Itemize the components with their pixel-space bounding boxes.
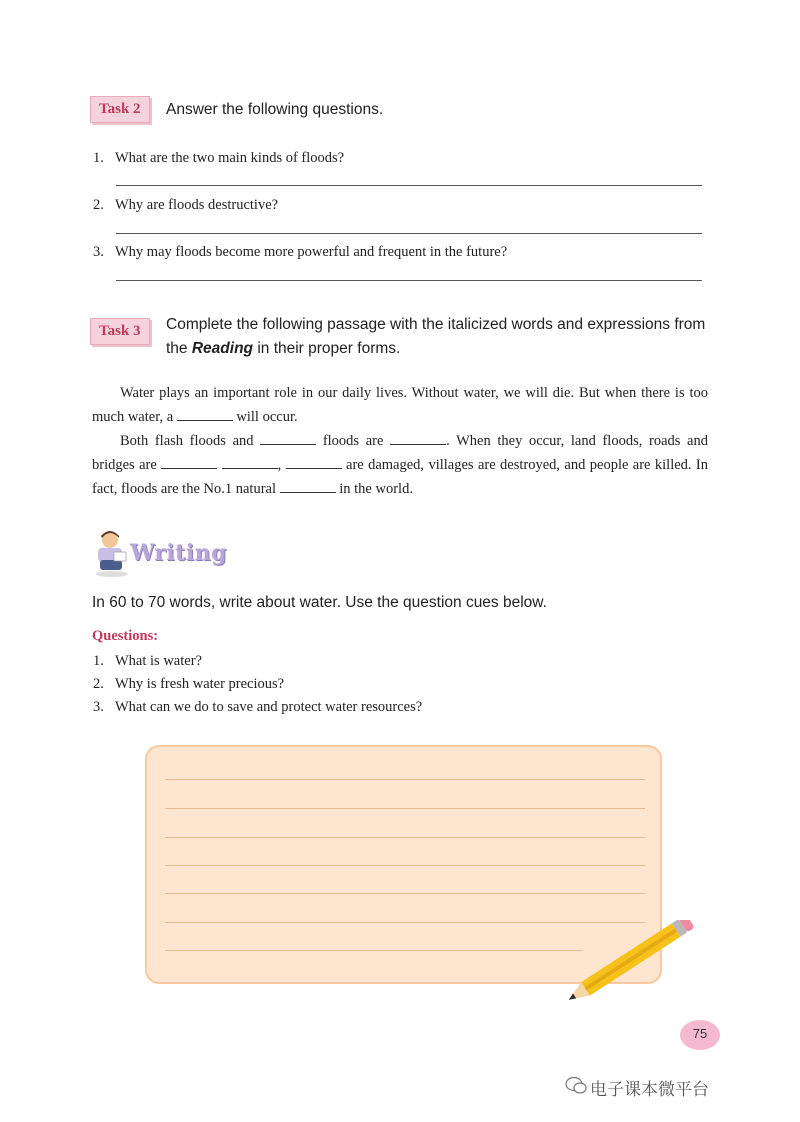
pencil-icon [555, 920, 705, 1000]
question-number: 3. [93, 244, 104, 260]
question-number: 1. [93, 653, 104, 669]
answer-line-1[interactable] [116, 185, 702, 186]
writing-line [165, 950, 583, 951]
question-text: What can we do to save and protect water resources? [115, 699, 423, 715]
writing-title: Writing [130, 540, 228, 566]
task3-passage [92, 381, 708, 501]
task2-instruction: Answer the following questions. [166, 101, 384, 118]
question-number: 2. [93, 676, 104, 692]
answer-line-2[interactable] [116, 233, 702, 234]
passage-text: will occur. [232, 409, 298, 425]
blank-field[interactable] [222, 454, 278, 469]
instruction-text: Complete the following passage with the italicized words and expressions from the [166, 316, 706, 357]
blank-field[interactable] [286, 454, 342, 469]
passage-paragraph-1 [92, 381, 708, 429]
watermark-text: 电子课本微平台 [590, 1080, 709, 1100]
questions-heading: Questions: [92, 628, 159, 644]
answer-line-3[interactable] [116, 280, 702, 281]
passage-text: Water plays an important role in our daily lives. Without water, we will die. But when there is too much water, a [92, 385, 708, 425]
writing-line [165, 893, 645, 894]
question-number: 1. [93, 150, 104, 166]
blank-field[interactable] [177, 406, 233, 421]
question-text: What are the two main kinds of floods? [115, 150, 345, 166]
question-text: What is water? [115, 653, 202, 669]
blank-field[interactable] [390, 430, 446, 445]
writing-line [165, 808, 645, 809]
passage-text: in the world. [335, 481, 413, 497]
passage-text: floods are [316, 433, 391, 449]
page-number: 75 [680, 1020, 720, 1050]
passage-text: . When they occur, land floods, roads and bridges are [92, 433, 708, 473]
reading-emphasis: Reading [191, 340, 254, 357]
question-text: Why may floods become more powerful and frequent in the future? [115, 244, 508, 260]
passage-text: are damaged, villages are destroyed, and people are killed. In fact, floods are the No.1 natural [92, 457, 709, 497]
passage-text: , [277, 457, 286, 473]
question-number: 2. [93, 197, 104, 213]
question-text: Why are floods destructive? [115, 197, 279, 213]
writing-question-3 [93, 699, 422, 716]
blank-field[interactable] [260, 430, 316, 445]
student-writing-icon [92, 530, 132, 578]
writing-question-2 [93, 676, 284, 693]
question-text: Why is fresh water precious? [115, 676, 285, 692]
writing-line [165, 865, 645, 866]
task2-question-3 [93, 244, 507, 261]
task2-question-1 [93, 150, 344, 167]
writing-instruction: In 60 to 70 words, write about water. Use the question cues below. [92, 594, 547, 611]
task3-instruction [166, 313, 711, 361]
passage-text: Both flash floods and [120, 433, 261, 449]
task2-question-2 [93, 197, 278, 214]
blank-field[interactable] [280, 478, 336, 493]
chat-bubble-icon [565, 1076, 587, 1096]
writing-line [165, 779, 645, 780]
task2-badge: Task 2 [90, 96, 150, 123]
writing-question-1 [93, 653, 202, 670]
blank-field[interactable] [161, 454, 217, 469]
passage-paragraph-2 [92, 429, 708, 501]
question-number: 3. [93, 699, 104, 715]
instruction-text: in their proper forms. [253, 340, 401, 357]
writing-line [165, 837, 645, 838]
task3-badge: Task 3 [90, 318, 150, 345]
